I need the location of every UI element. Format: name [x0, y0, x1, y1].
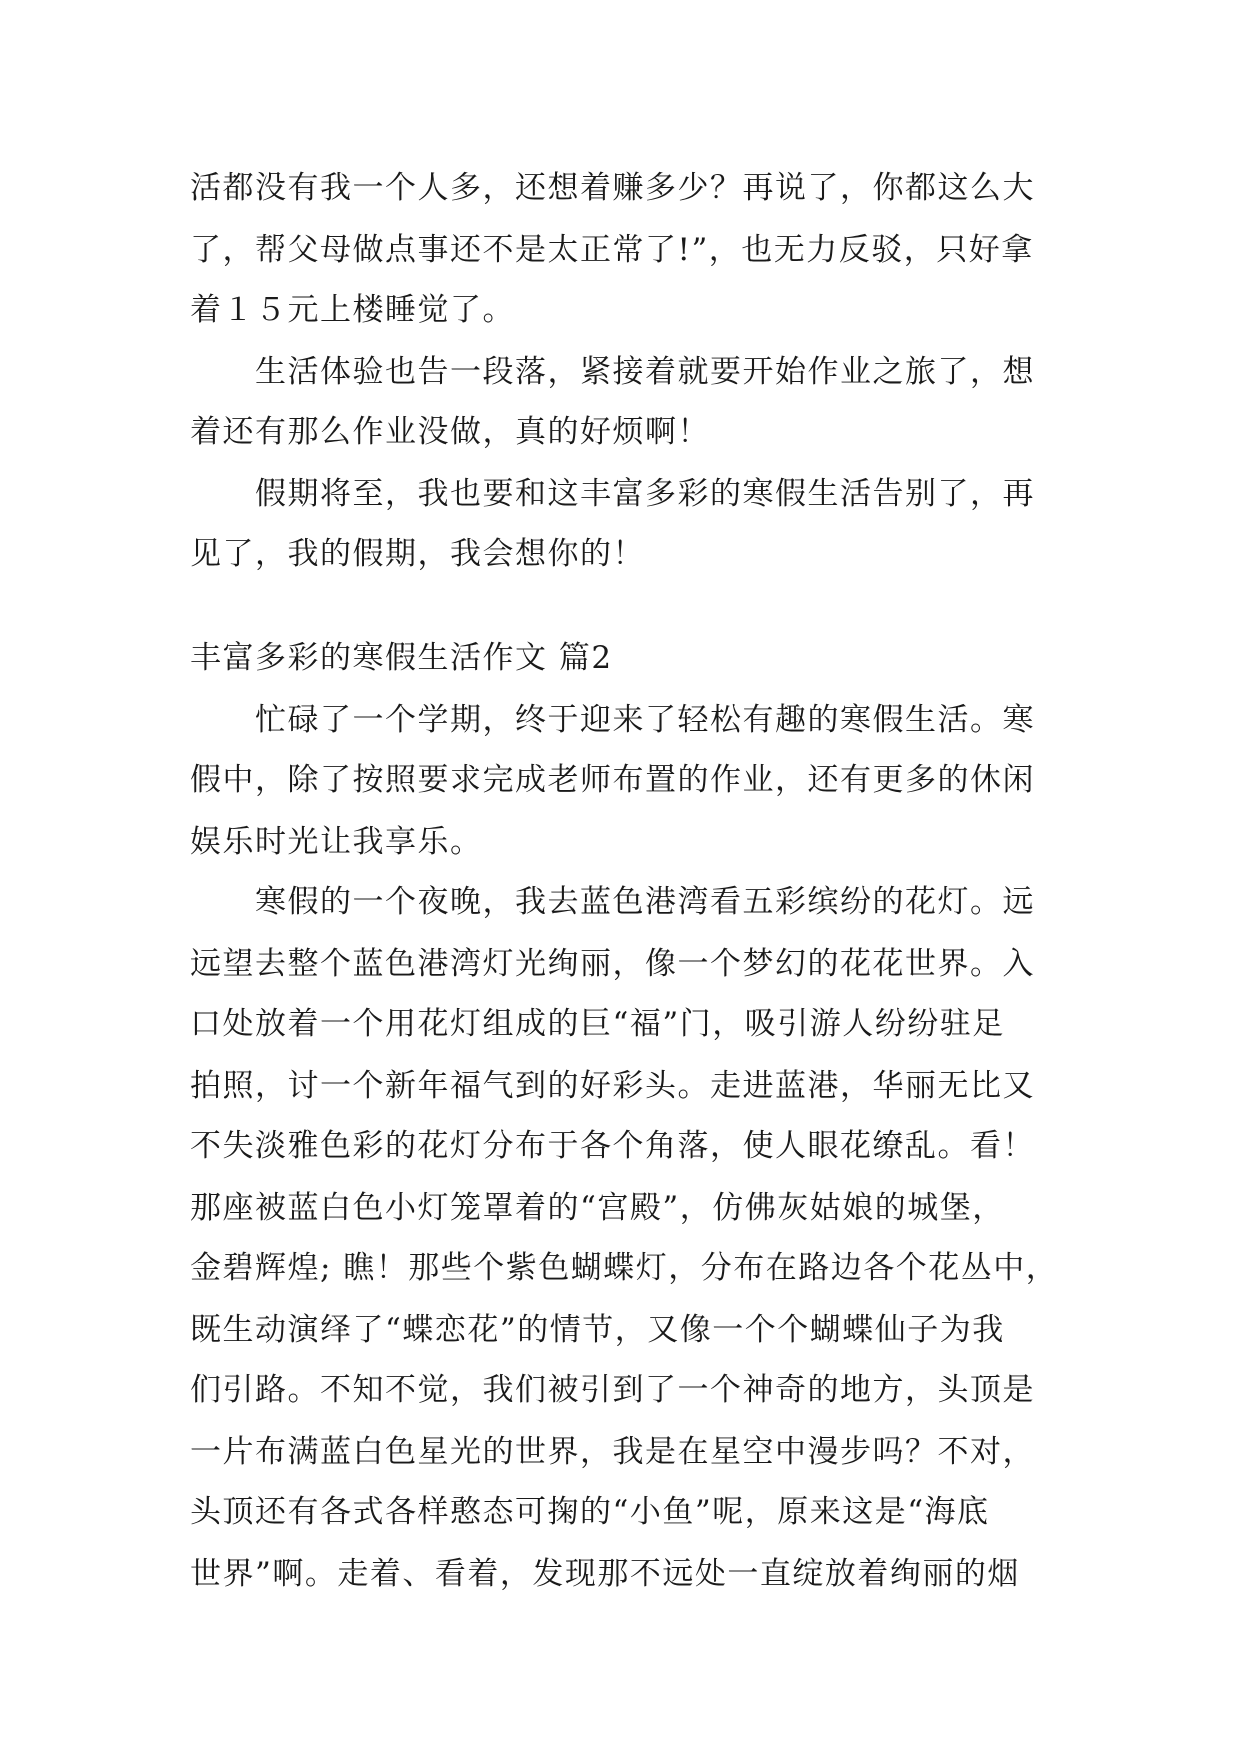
- text-line: 了，帮父母做点事还不是太正常了!”，也无力反驳，只好拿: [190, 232, 1034, 268]
- section-heading: 丰富多彩的寒假生活作文 篇2: [190, 640, 613, 676]
- text-line: 头顶还有各式各样憨态可掬的“小鱼”呢，原来这是“海底: [190, 1494, 990, 1530]
- text-line: 金碧辉煌; 瞧！那些个紫色蝴蝶灯，分布在路边各个花丛中，: [190, 1250, 1059, 1286]
- text-line: 远望去整个蓝色港湾灯光绚丽，像一个梦幻的花花世界。入: [190, 946, 1035, 982]
- text-line: 们引路。不知不觉，我们被引到了一个神奇的地方，头顶是: [190, 1372, 1035, 1408]
- text-line: 口处放着一个用花灯组成的巨“福”门，吸引游人纷纷驻足: [190, 1006, 1005, 1042]
- text-line: 生活体验也告一段落，紧接着就要开始作业之旅了，想: [190, 354, 1035, 390]
- text-line: 活都没有我一个人多，还想着赚多少？再说了，你都这么大: [190, 170, 1035, 206]
- text-line: 拍照，讨一个新年福气到的好彩头。走进蓝港，华丽无比又: [190, 1068, 1035, 1104]
- text-line: 世界”啊。走着、看着，发现那不远处一直绽放着绚丽的烟: [190, 1556, 1020, 1592]
- text-line: 见了，我的假期，我会想你的！: [190, 536, 645, 572]
- text-line: 着还有那么作业没做，真的好烦啊！: [190, 414, 710, 450]
- text-line: 假中，除了按照要求完成老师布置的作业，还有更多的休闲: [190, 762, 1035, 798]
- text-line: 既生动演绎了“蝶恋花”的情节，又像一个个蝴蝶仙子为我: [190, 1312, 1005, 1348]
- text-line: 忙碌了一个学期，终于迎来了轻松有趣的寒假生活。寒: [190, 702, 1035, 738]
- text-line: 假期将至，我也要和这丰富多彩的寒假生活告别了，再: [190, 476, 1035, 512]
- text-line: 寒假的一个夜晚，我去蓝色港湾看五彩缤纷的花灯。远: [190, 884, 1035, 920]
- text-line: 一片布满蓝白色星光的世界，我是在星空中漫步吗？不对，: [190, 1434, 1035, 1470]
- text-line: 那座被蓝白色小灯笼罩着的“宫殿”，仿佛灰姑娘的城堡，: [190, 1190, 1005, 1226]
- text-line: 娱乐时光让我享乐。: [190, 824, 483, 860]
- text-line: 不失淡雅色彩的花灯分布于各个角落，使人眼花缭乱。看！: [190, 1128, 1035, 1164]
- text-line: 着１５元上楼睡觉了。: [190, 292, 515, 328]
